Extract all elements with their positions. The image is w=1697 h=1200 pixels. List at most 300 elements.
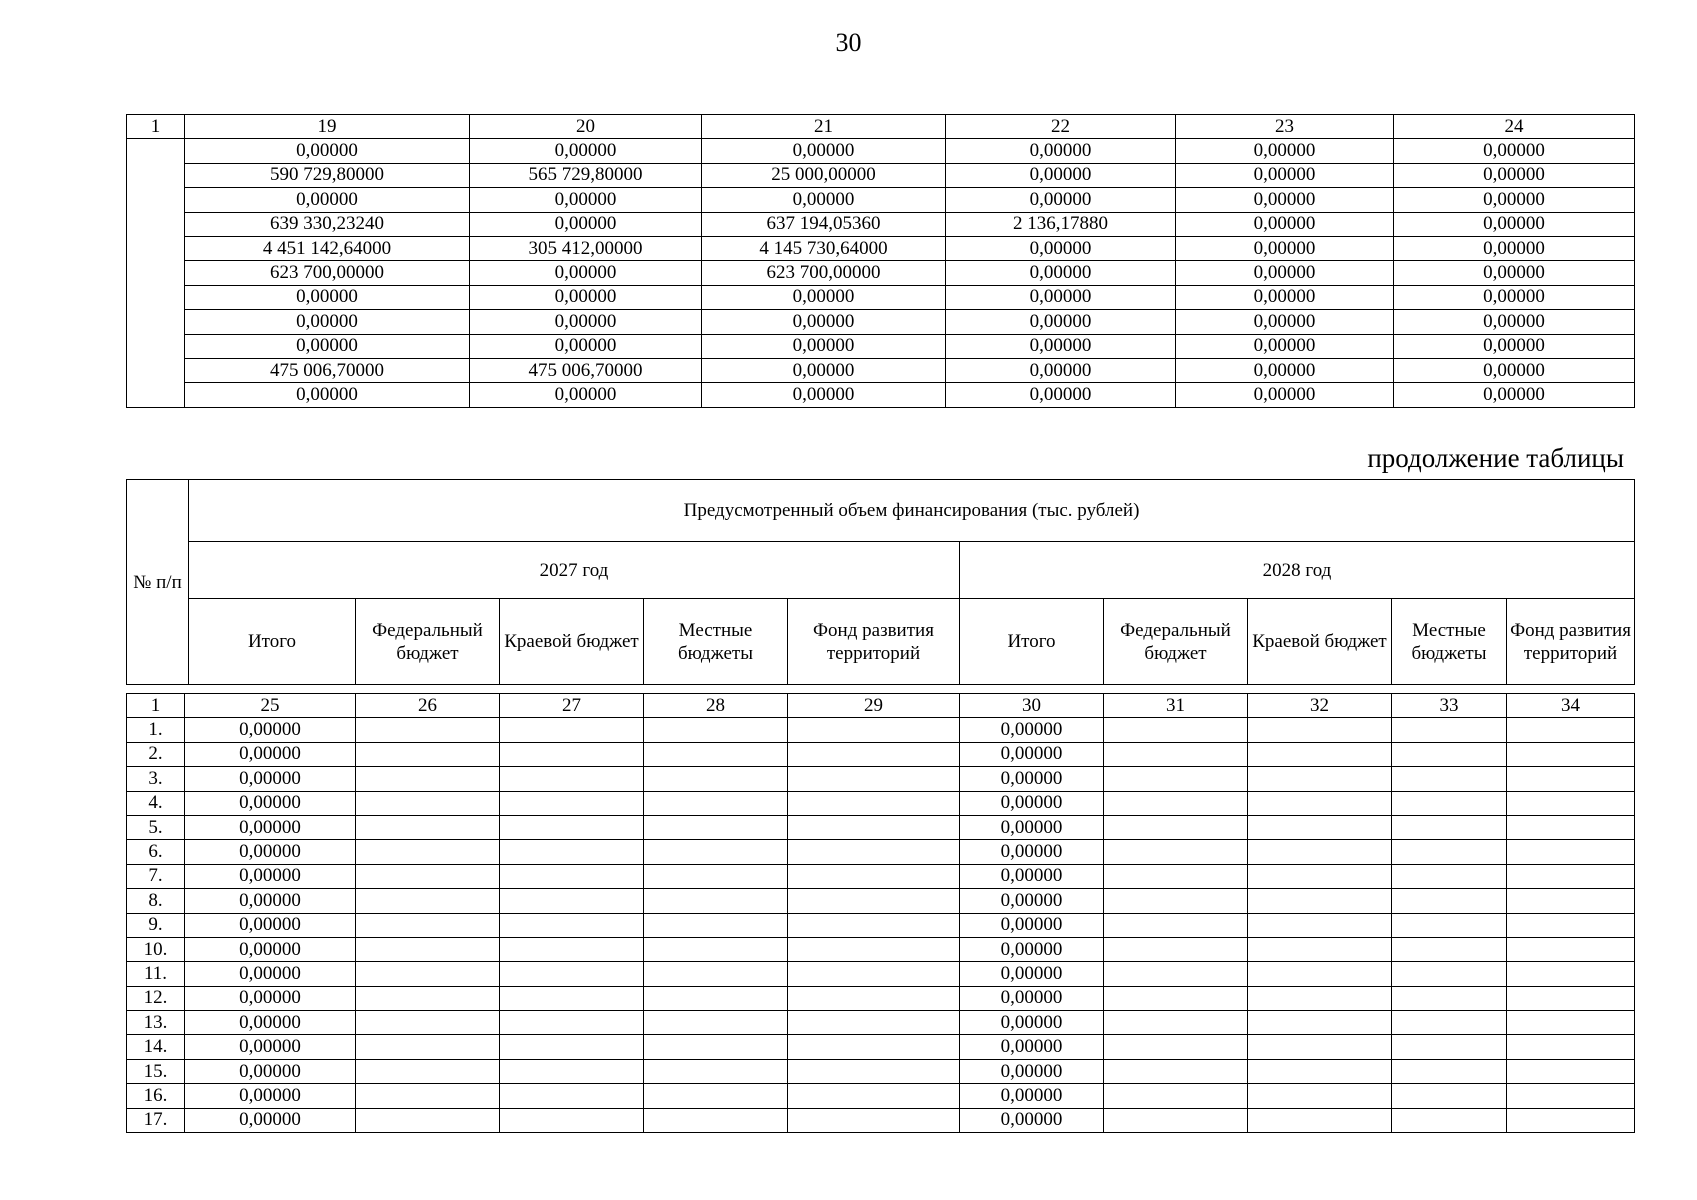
table-cell: 0,00000 — [185, 139, 470, 163]
table-cell: 2 136,17880 — [946, 212, 1176, 236]
table-cell — [356, 840, 500, 864]
table-cell — [1392, 962, 1507, 986]
table-cell: 0,00000 — [960, 1011, 1104, 1035]
table-cell: 0,00000 — [960, 864, 1104, 888]
table-row — [127, 1011, 1635, 1035]
column-header: Федеральный бюджет — [1104, 599, 1248, 685]
row-number: 3. — [127, 767, 185, 791]
table-cell: 0,00000 — [185, 1059, 356, 1083]
table-cell — [1507, 1059, 1635, 1083]
table-cell — [788, 1035, 960, 1059]
table-cell — [356, 1035, 500, 1059]
table-cell — [1248, 889, 1392, 913]
table-cell: 305 412,00000 — [470, 236, 702, 260]
table-cell: 0,00000 — [946, 285, 1176, 309]
table-cell: 0,00000 — [960, 1059, 1104, 1083]
column-number: 34 — [1507, 694, 1635, 718]
table-cell — [1392, 840, 1507, 864]
table-cell — [1507, 767, 1635, 791]
table-cell: 0,00000 — [185, 791, 356, 815]
table-cell: 565 729,80000 — [470, 163, 702, 187]
table-cell: 0,00000 — [185, 1108, 356, 1132]
table-cell: 0,00000 — [960, 840, 1104, 864]
year-2027-header: 2027 год — [189, 542, 960, 599]
row-number: 1. — [127, 718, 185, 742]
table-cell — [788, 913, 960, 937]
table-cell — [356, 718, 500, 742]
table-cell — [500, 1059, 644, 1083]
table-cell — [1104, 1059, 1248, 1083]
table-cell — [1507, 840, 1635, 864]
row-number: 14. — [127, 1035, 185, 1059]
column-header: Итого — [189, 599, 356, 685]
table-cell — [1248, 742, 1392, 766]
table-cell: 0,00000 — [1394, 212, 1635, 236]
table-row — [127, 236, 1635, 260]
table-cell — [644, 815, 788, 839]
table-cell — [1392, 815, 1507, 839]
table-row — [127, 310, 1635, 334]
table-cell: 0,00000 — [946, 383, 1176, 407]
table-cell — [644, 1059, 788, 1083]
table-cell — [644, 1084, 788, 1108]
table-cell — [500, 864, 644, 888]
table-cell — [788, 1011, 960, 1035]
table-cell: 0,00000 — [1394, 285, 1635, 309]
table-cell — [788, 767, 960, 791]
table-cell — [1248, 1059, 1392, 1083]
table-cell — [1507, 962, 1635, 986]
table-cell — [356, 986, 500, 1010]
table-cell: 0,00000 — [960, 986, 1104, 1010]
year-2028-header: 2028 год — [960, 542, 1635, 599]
table-cell — [1507, 1011, 1635, 1035]
row-number: 13. — [127, 1011, 185, 1035]
column-header: Федеральный бюджет — [356, 599, 500, 685]
table-row — [127, 864, 1635, 888]
table-cell — [644, 742, 788, 766]
table-cell — [356, 1011, 500, 1035]
table-row — [127, 212, 1635, 236]
table-cell — [1392, 767, 1507, 791]
table-cell — [356, 913, 500, 937]
table-cell — [1104, 718, 1248, 742]
table-cell: 0,00000 — [185, 962, 356, 986]
table-cell — [644, 864, 788, 888]
column-number: 30 — [960, 694, 1104, 718]
table-cell — [644, 937, 788, 961]
table-cell — [1248, 791, 1392, 815]
table-cell: 4 451 142,64000 — [185, 236, 470, 260]
page-number: 30 — [835, 28, 862, 57]
table-cell — [500, 1035, 644, 1059]
table-cell: 0,00000 — [1176, 334, 1394, 358]
table-cell: 0,00000 — [1394, 236, 1635, 260]
table-cell: 0,00000 — [1176, 163, 1394, 187]
table-cell — [1392, 864, 1507, 888]
table-cell: 0,00000 — [946, 310, 1176, 334]
table-row — [127, 937, 1635, 961]
column-number: 1 — [127, 115, 185, 139]
table-cell — [356, 889, 500, 913]
table-cell — [1507, 1084, 1635, 1108]
table-cell — [1392, 913, 1507, 937]
table-cell — [788, 791, 960, 815]
column-number: 28 — [644, 694, 788, 718]
table-cell — [500, 913, 644, 937]
table-cell: 475 006,70000 — [185, 358, 470, 382]
row-number: 5. — [127, 815, 185, 839]
table-cell: 637 194,05360 — [702, 212, 946, 236]
table-cell — [1104, 742, 1248, 766]
table-cell — [1104, 937, 1248, 961]
table-cell — [788, 815, 960, 839]
table-cell — [644, 718, 788, 742]
column-number: 1 — [127, 694, 185, 718]
table-cell: 0,00000 — [185, 767, 356, 791]
table-cell — [1392, 889, 1507, 913]
table-cell: 0,00000 — [185, 889, 356, 913]
table-cell: 0,00000 — [185, 742, 356, 766]
table-cell — [1507, 718, 1635, 742]
table-cell: 0,00000 — [1394, 358, 1635, 382]
table-cell: 0,00000 — [1394, 261, 1635, 285]
number-header: № п/п — [127, 480, 189, 685]
table-cell: 0,00000 — [1394, 383, 1635, 407]
table-cell — [788, 1059, 960, 1083]
table-cell — [788, 986, 960, 1010]
table-cell: 0,00000 — [960, 815, 1104, 839]
table-cell: 0,00000 — [470, 139, 702, 163]
table-cell — [1248, 1108, 1392, 1132]
table-cell: 0,00000 — [960, 937, 1104, 961]
table-row — [127, 261, 1635, 285]
top-table — [126, 114, 1635, 408]
column-number: 24 — [1394, 115, 1635, 139]
table-cell: 4 145 730,64000 — [702, 236, 946, 260]
table-cell — [500, 840, 644, 864]
table-cell: 0,00000 — [1176, 188, 1394, 212]
table-cell — [644, 791, 788, 815]
table-cell: 0,00000 — [185, 285, 470, 309]
table-cell — [788, 962, 960, 986]
table-cell: 0,00000 — [185, 986, 356, 1010]
table-cell — [1104, 1084, 1248, 1108]
column-number: 31 — [1104, 694, 1248, 718]
table-cell: 0,00000 — [960, 767, 1104, 791]
table-cell — [1104, 815, 1248, 839]
table-cell — [1104, 913, 1248, 937]
table-cell: 590 729,80000 — [185, 163, 470, 187]
table-cell — [500, 937, 644, 961]
table-cell — [788, 840, 960, 864]
table-cell — [1248, 718, 1392, 742]
table-row — [127, 188, 1635, 212]
table-cell: 0,00000 — [185, 310, 470, 334]
table-cell — [1248, 937, 1392, 961]
column-number: 29 — [788, 694, 960, 718]
table-cell: 475 006,70000 — [470, 358, 702, 382]
table-cell — [788, 889, 960, 913]
table-cell — [644, 1035, 788, 1059]
column-number: 23 — [1176, 115, 1394, 139]
table-cell: 0,00000 — [960, 791, 1104, 815]
column-number: 26 — [356, 694, 500, 718]
row-number: 10. — [127, 937, 185, 961]
table-row — [127, 1059, 1635, 1083]
column-header: Краевой бюджет — [1248, 599, 1392, 685]
table-cell — [1104, 840, 1248, 864]
table-cell — [1507, 742, 1635, 766]
table-cell — [1248, 840, 1392, 864]
table-cell — [788, 864, 960, 888]
table-cell: 0,00000 — [1394, 163, 1635, 187]
table-cell — [500, 1011, 644, 1035]
table-cell: 0,00000 — [470, 310, 702, 334]
table-cell: 0,00000 — [1394, 334, 1635, 358]
table-row — [127, 334, 1635, 358]
table-row — [127, 285, 1635, 309]
table-cell: 0,00000 — [470, 285, 702, 309]
table-cell — [500, 815, 644, 839]
table-cell: 0,00000 — [946, 358, 1176, 382]
table-cell: 0,00000 — [185, 383, 470, 407]
table-cell — [1248, 864, 1392, 888]
column-number-row — [127, 115, 1635, 139]
table-cell: 0,00000 — [702, 334, 946, 358]
table-cell — [644, 840, 788, 864]
column-number-row — [127, 694, 1635, 718]
table-row — [127, 163, 1635, 187]
table-cell — [356, 815, 500, 839]
column-number: 22 — [946, 115, 1176, 139]
table-cell — [356, 1108, 500, 1132]
column-header: Фонд развития территорий — [788, 599, 960, 685]
table-cell — [1507, 1108, 1635, 1132]
column-number: 20 — [470, 115, 702, 139]
table-cell: 0,00000 — [185, 1035, 356, 1059]
table-cell — [1392, 1084, 1507, 1108]
table-cell: 0,00000 — [702, 285, 946, 309]
table-cell — [1392, 791, 1507, 815]
table-cell: 0,00000 — [470, 188, 702, 212]
table-row — [127, 840, 1635, 864]
row-number: 17. — [127, 1108, 185, 1132]
table-cell — [1248, 767, 1392, 791]
row-number: 15. — [127, 1059, 185, 1083]
table-cell: 0,00000 — [702, 383, 946, 407]
table-cell — [788, 1084, 960, 1108]
table-cell: 0,00000 — [960, 913, 1104, 937]
table-cell: 0,00000 — [1176, 310, 1394, 334]
row-number: 7. — [127, 864, 185, 888]
funding-header: Предусмотренный объем финансирования (тыс. рублей) — [189, 480, 1635, 542]
table-cell: 0,00000 — [946, 139, 1176, 163]
row-number-cell — [127, 139, 185, 407]
column-header: Фонд развития территорий — [1507, 599, 1635, 685]
table-cell — [500, 791, 644, 815]
column-header: Местные бюджеты — [1392, 599, 1507, 685]
table-cell — [356, 1059, 500, 1083]
table-cell — [1392, 986, 1507, 1010]
table-row — [127, 767, 1635, 791]
column-number: 19 — [185, 115, 470, 139]
table-cell — [644, 986, 788, 1010]
table-cell — [1392, 1011, 1507, 1035]
continuation-label: продолжение таблицы — [1367, 443, 1624, 473]
table-cell: 0,00000 — [960, 889, 1104, 913]
table-row — [127, 1035, 1635, 1059]
column-header: Местные бюджеты — [644, 599, 788, 685]
table-cell — [1104, 962, 1248, 986]
table-cell — [1507, 864, 1635, 888]
table-cell: 0,00000 — [1176, 236, 1394, 260]
table-cell — [1248, 962, 1392, 986]
table-row — [127, 139, 1635, 163]
table-cell: 0,00000 — [960, 1084, 1104, 1108]
table-cell — [500, 1108, 644, 1132]
table-row — [127, 1084, 1635, 1108]
table-cell — [1248, 986, 1392, 1010]
table-cell — [1104, 986, 1248, 1010]
table-cell — [500, 718, 644, 742]
table-cell — [1507, 815, 1635, 839]
table-cell — [356, 791, 500, 815]
table-row — [127, 962, 1635, 986]
table-cell: 0,00000 — [1394, 310, 1635, 334]
table-cell — [644, 962, 788, 986]
column-number: 27 — [500, 694, 644, 718]
table-cell: 0,00000 — [960, 718, 1104, 742]
bottom-table — [126, 693, 1635, 1133]
table-cell — [500, 986, 644, 1010]
column-number: 33 — [1392, 694, 1507, 718]
table-cell — [356, 742, 500, 766]
table-cell: 0,00000 — [470, 261, 702, 285]
table-cell — [1392, 718, 1507, 742]
table-cell: 0,00000 — [185, 1084, 356, 1108]
row-number: 6. — [127, 840, 185, 864]
table-cell — [1248, 913, 1392, 937]
table-cell: 0,00000 — [946, 261, 1176, 285]
row-number: 16. — [127, 1084, 185, 1108]
table-cell — [1104, 864, 1248, 888]
table-cell — [356, 962, 500, 986]
table-cell — [1507, 791, 1635, 815]
column-number: 21 — [702, 115, 946, 139]
table-cell: 0,00000 — [185, 718, 356, 742]
table-cell: 0,00000 — [702, 310, 946, 334]
table-cell: 623 700,00000 — [702, 261, 946, 285]
table-cell: 0,00000 — [1176, 212, 1394, 236]
table-cell: 0,00000 — [946, 163, 1176, 187]
table-cell — [1248, 1084, 1392, 1108]
row-number: 8. — [127, 889, 185, 913]
table-cell — [356, 767, 500, 791]
table-cell — [500, 889, 644, 913]
table-cell — [644, 889, 788, 913]
table-cell — [644, 913, 788, 937]
table-cell — [356, 1084, 500, 1108]
table-cell: 0,00000 — [960, 742, 1104, 766]
table-cell: 0,00000 — [185, 913, 356, 937]
table-cell — [1104, 767, 1248, 791]
table-cell — [1104, 1108, 1248, 1132]
table-row — [127, 1108, 1635, 1132]
table-cell: 0,00000 — [1176, 383, 1394, 407]
row-number: 11. — [127, 962, 185, 986]
table-cell — [500, 962, 644, 986]
table-cell — [1104, 1035, 1248, 1059]
table-row — [127, 791, 1635, 815]
table-cell — [1507, 986, 1635, 1010]
table-cell — [500, 742, 644, 766]
column-header: Краевой бюджет — [500, 599, 644, 685]
table-cell — [644, 1108, 788, 1132]
row-number: 4. — [127, 791, 185, 815]
table-cell — [356, 864, 500, 888]
table-cell — [788, 1108, 960, 1132]
table-row — [127, 383, 1635, 407]
table-cell — [1392, 1059, 1507, 1083]
column-number: 25 — [185, 694, 356, 718]
table-cell — [1507, 937, 1635, 961]
column-header: Итого — [960, 599, 1104, 685]
row-number: 12. — [127, 986, 185, 1010]
table-cell: 0,00000 — [702, 139, 946, 163]
table-cell: 0,00000 — [185, 188, 470, 212]
table-row — [127, 742, 1635, 766]
table-cell: 0,00000 — [470, 383, 702, 407]
table-cell: 0,00000 — [185, 334, 470, 358]
table-row — [127, 986, 1635, 1010]
table-cell: 0,00000 — [1176, 358, 1394, 382]
table-cell — [1392, 1035, 1507, 1059]
table-cell — [500, 1084, 644, 1108]
table-cell: 0,00000 — [1176, 139, 1394, 163]
table-cell: 0,00000 — [960, 1108, 1104, 1132]
table-cell: 0,00000 — [185, 937, 356, 961]
table-cell — [1104, 791, 1248, 815]
table-cell: 623 700,00000 — [185, 261, 470, 285]
table-cell: 0,00000 — [960, 1035, 1104, 1059]
table-cell: 25 000,00000 — [702, 163, 946, 187]
table-cell: 0,00000 — [702, 358, 946, 382]
table-cell — [1248, 1011, 1392, 1035]
table-cell: 0,00000 — [470, 212, 702, 236]
table-cell: 0,00000 — [185, 864, 356, 888]
table-cell: 639 330,23240 — [185, 212, 470, 236]
table-cell: 0,00000 — [185, 815, 356, 839]
table-cell — [1248, 815, 1392, 839]
table-cell — [1507, 913, 1635, 937]
table-cell: 0,00000 — [702, 188, 946, 212]
table-cell: 0,00000 — [470, 334, 702, 358]
table-cell: 0,00000 — [1176, 285, 1394, 309]
table-cell: 0,00000 — [946, 334, 1176, 358]
table-cell — [1392, 742, 1507, 766]
table-row — [127, 718, 1635, 742]
table-cell — [1392, 937, 1507, 961]
table-cell: 0,00000 — [185, 1011, 356, 1035]
table-cell — [1392, 1108, 1507, 1132]
table-cell — [1507, 889, 1635, 913]
table-cell: 0,00000 — [185, 840, 356, 864]
column-number: 32 — [1248, 694, 1392, 718]
table-cell — [1104, 889, 1248, 913]
table-row — [127, 913, 1635, 937]
table-row — [127, 358, 1635, 382]
